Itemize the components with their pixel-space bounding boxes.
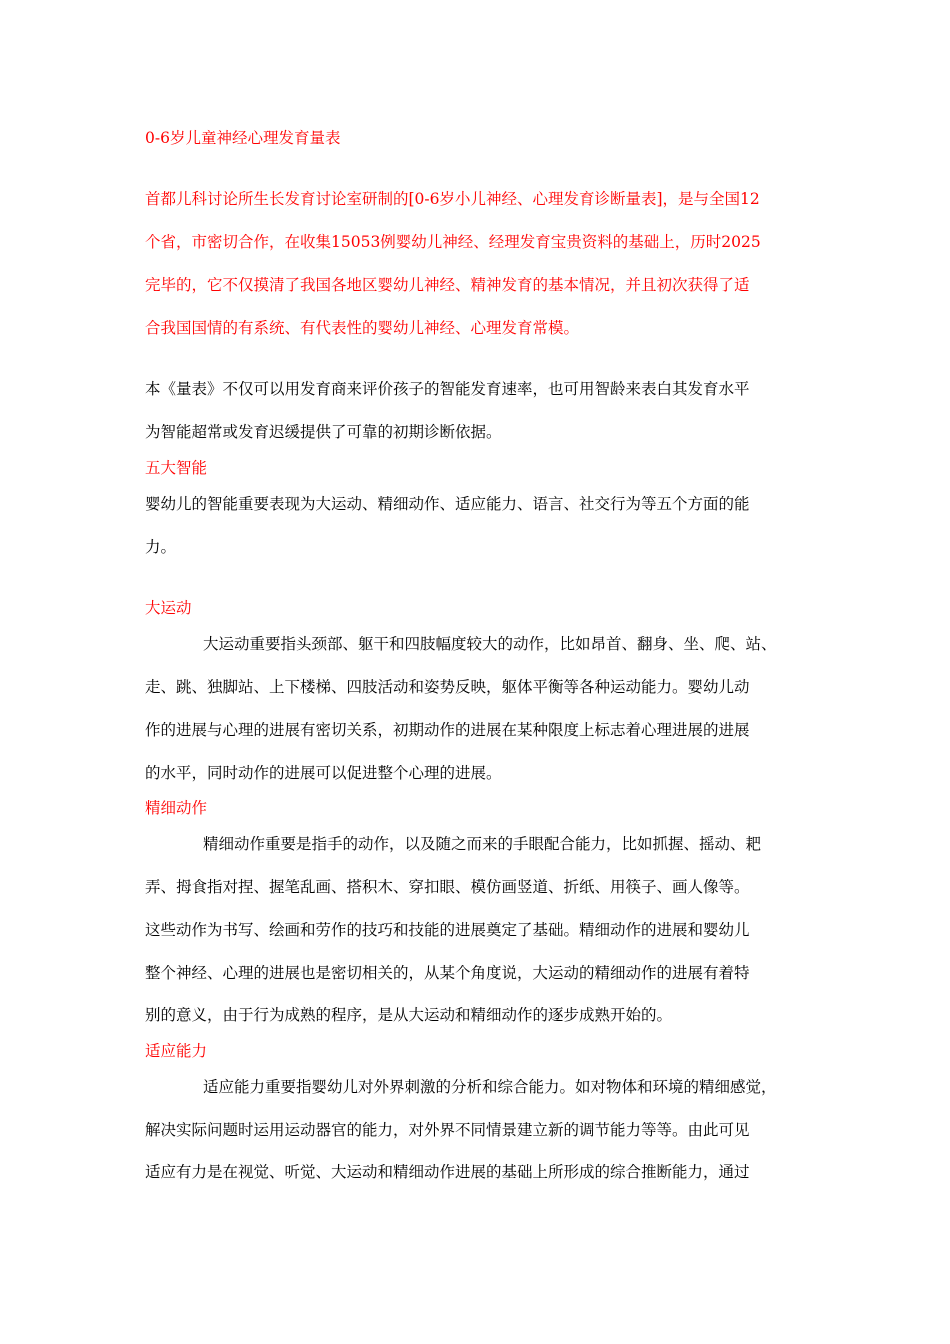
intro-red-line-2: 个省，市密切合作，在收集15053例婴幼儿神经、经理发育宝贵资料的基础上，历时2025 [145,233,761,251]
fine-line-1: 精细动作重要是指手的动作，以及随之而来的手眼配合能力，比如抓握、摇动、耙 [203,835,762,853]
section-heading-five-intelligences: 五大智能 [145,459,208,477]
gross-line-2: 走、跳、独脚站、上下楼梯、四肢活动和姿势反映，躯体平衡等各种运动能力。婴幼儿动 [145,678,750,696]
fine-line-2: 弄、拇食指对捏、握笔乱画、搭积木、穿扣眼、模仿画竖道、折纸、用筷子、画人像等。 [145,878,750,896]
fine-line-5: 别的意义，由于行为成熟的程序，是从大运动和精细动作的逐步成熟开始的。 [145,1006,673,1024]
intro-black-line-2: 为智能超常或发育迟缓提供了可靠的初期诊断依据。 [145,423,502,441]
intro-black-line-1: 本《量表》不仅可以用发育商来评价孩子的智能发育速率，也可用智龄来表白其发育水平 [145,380,750,398]
fine-line-3: 这些动作为书写、绘画和劳作的技巧和技能的进展奠定了基础。精细动作的进展和婴幼儿 [145,921,750,939]
intro-red-line-1: 首都儿科讨论所生长发育讨论室研制的[0-6岁小儿神经、心理发育诊断量表]，是与全国12 [145,190,760,208]
document-title: 0-6岁儿童神经心理发育量表 [145,129,341,147]
section-heading-adaptive: 适应能力 [145,1042,208,1060]
gross-line-1: 大运动重要指头颈部、躯干和四肢幅度较大的动作，比如昂首、翻身、坐、爬、站、 [203,635,777,653]
section-heading-gross-motor: 大运动 [145,599,192,617]
five-line-2: 力。 [145,538,177,556]
adapt-line-3: 适应有力是在视觉、听觉、大运动和精细动作进展的基础上所形成的综合推断能力，通过 [145,1163,750,1181]
intro-red-line-3: 完毕的，它不仅摸清了我国各地区婴幼儿神经、精神发育的基本情况，并且初次获得了适 [145,276,750,294]
gross-line-4: 的水平，同时动作的进展可以促进整个心理的进展。 [145,764,502,782]
section-heading-fine-motor: 精细动作 [145,799,208,817]
adapt-line-1: 适应能力重要指婴幼儿对外界刺激的分析和综合能力。如对物体和环境的精细感觉， [203,1078,777,1096]
gross-line-3: 作的进展与心理的进展有密切关系，初期动作的进展在某种限度上标志着心理进展的进展 [145,721,750,739]
fine-line-4: 整个神经、心理的进展也是密切相关的，从某个角度说，大运动的精细动作的进展有着特 [145,964,750,982]
adapt-line-2: 解决实际问题时运用运动器官的能力，对外界不同情景建立新的调节能力等等。由此可见 [145,1121,750,1139]
intro-red-line-4: 合我国国情的有系统、有代表性的婴幼儿神经、心理发育常模。 [145,319,580,337]
five-line-1: 婴幼儿的智能重要表现为大运动、精细动作、适应能力、语言、社交行为等五个方面的能 [145,495,750,513]
